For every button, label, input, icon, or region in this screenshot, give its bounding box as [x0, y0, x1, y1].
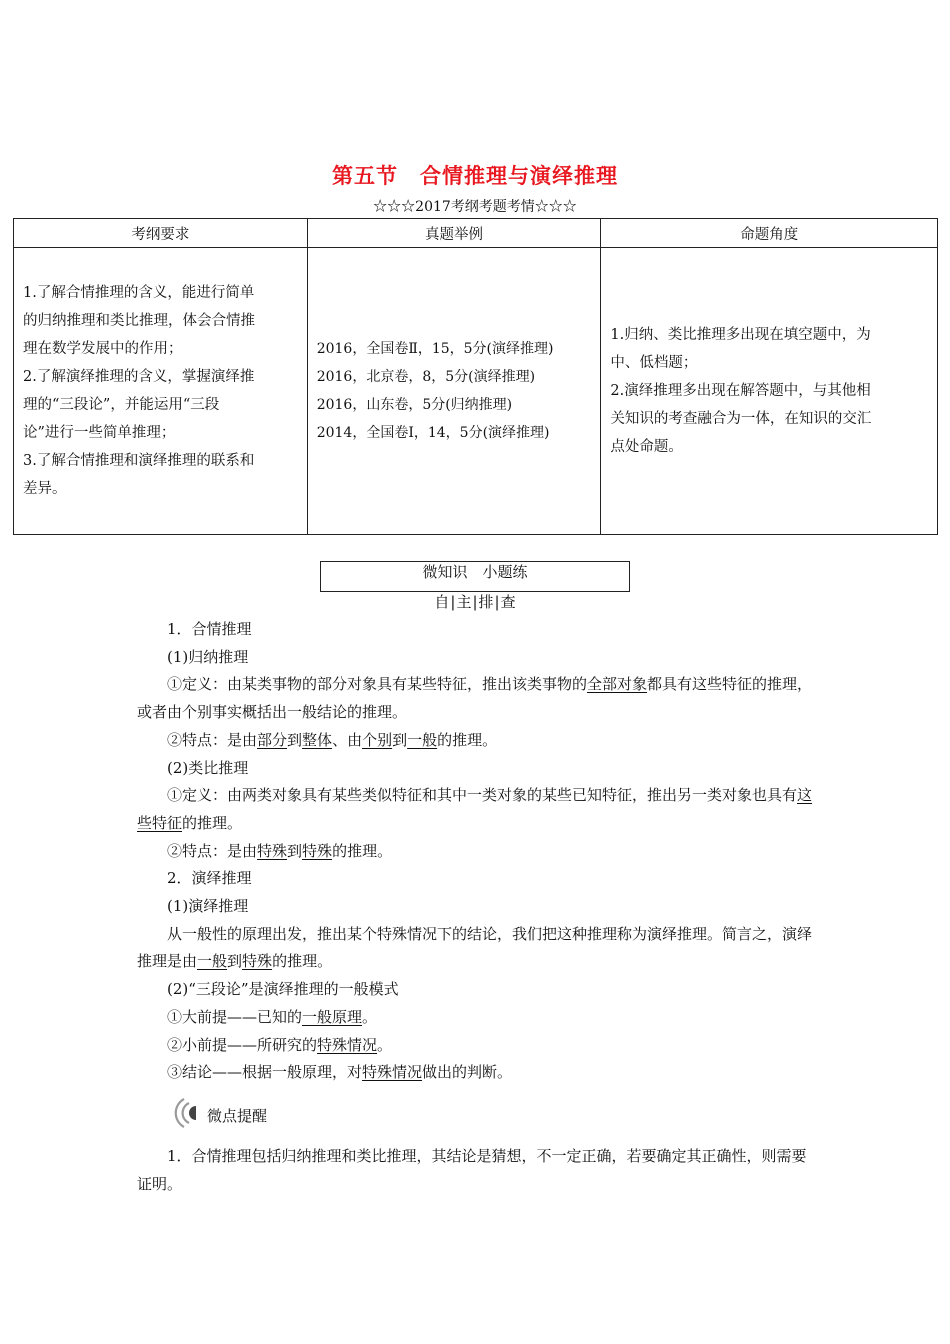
header-requirements: 考纲要求 [14, 219, 308, 248]
page-subtitle: ☆☆☆2017考纲考题考情☆☆☆ [373, 199, 577, 215]
paragraph: ②特点：是由部分到整体、由个别到一般的推理。 [167, 730, 498, 749]
requirement-line: 论”进行一些简单推理； [23, 425, 176, 441]
requirement-line: 理的“三段论”，并能运用“三段 [23, 397, 220, 413]
underlined-term: 特殊 [257, 841, 288, 860]
sound-wave-icon [170, 1095, 206, 1131]
underlined-term: 这些特征 [137, 786, 813, 832]
angle-line: 1.归纳、类比推理多出现在填空题中，为 [610, 327, 871, 343]
requirement-line: 2.了解演绎推理的含义，掌握演绎推 [23, 369, 255, 385]
angle-line: 点处命题。 [610, 439, 683, 455]
subtitle-char: 主 [456, 593, 472, 611]
paragraph: ①定义：由某类事物的部分对象具有某些特征，推出该类事物的全部对象都具有这些特征的推理，或者由个别事实概括出一般结论的推理。 [137, 675, 813, 722]
paragraph: ①大前提——已知的一般原理。 [167, 1007, 378, 1026]
page-title: 第五节 合情推理与演绎推理 [332, 164, 618, 188]
example-line: 2014，全国卷Ⅰ，14，5分(演绎推理) [316, 425, 550, 441]
example-line: 2016，全国卷Ⅱ，15，5分(演绎推理) [316, 341, 554, 357]
exam-outline-table [13, 218, 938, 535]
subtitle-char: 查 [500, 593, 516, 611]
subheading-deduction: (1)演绎推理 [167, 897, 249, 916]
underlined-term: 一般 [197, 952, 228, 971]
requirements-cell [14, 248, 308, 535]
table-header-row [14, 219, 938, 248]
example-line: 2016，山东卷，5分(归纳推理) [316, 397, 513, 413]
requirement-line: 3.了解合情推理和演绎推理的联系和 [23, 453, 255, 469]
underlined-term: 特殊情况 [317, 1035, 378, 1054]
paragraph: ②小前提——所研究的特殊情况。 [167, 1035, 393, 1054]
example-line: 2016，北京卷，8，5分(演绎推理) [316, 369, 536, 385]
requirement-line: 差异。 [23, 481, 67, 497]
section-box-subtitle: 自|主|排|查 [434, 593, 516, 611]
underlined-term: 全部对象 [587, 675, 648, 694]
paragraph: ③结论——根据一般原理，对特殊情况做出的判断。 [167, 1063, 513, 1082]
header-examples: 真题举例 [307, 219, 601, 248]
heading-reasonable-inference: 1．合情推理 [167, 620, 252, 638]
table-row [14, 248, 938, 535]
requirement-line: 理在数学发展中的作用； [23, 341, 183, 357]
tip-header [137, 1093, 815, 1143]
subheading-syllogism: (2)“三段论”是演绎推理的一般模式 [167, 980, 399, 999]
paragraph: 从一般性的原理出发，推出某个特殊情况下的结论，我们把这种推理称为演绎推理。简言之，演绎推理是由一般到特殊的推理。 [137, 924, 813, 971]
tip-label: 微点提醒 [207, 1106, 268, 1125]
paragraph: ①定义：由两类对象具有某些类似特征和其中一类对象的某些已知特征，推出另一类对象也具有这些特征的推理。 [137, 786, 813, 832]
angle-line: 中、低档题； [610, 355, 698, 371]
section-box-title: 微知识 小题练 [320, 561, 630, 592]
requirement-line: 1.了解合情推理的含义，能进行简单 [23, 285, 255, 301]
paragraph: 1．合情推理包括归纳推理和类比推理，其结论是猜想，不一定正确，若要确定其正确性，则需要证明。 [137, 1146, 807, 1193]
paragraph: ②特点：是由特殊到特殊的推理。 [167, 841, 393, 860]
examples-cell [307, 248, 601, 535]
requirement-line: 的归纳推理和类比推理，体会合情推 [23, 313, 255, 329]
angle-line: 关知识的考查融合为一体，在知识的交汇 [610, 411, 872, 427]
subheading-induction: (1)归纳推理 [167, 647, 249, 666]
subtitle-char: 自 [434, 593, 450, 611]
underlined-term: 特殊 [302, 841, 333, 860]
underlined-term: 特殊 [242, 952, 273, 971]
heading-deductive-inference: 2．演绎推理 [167, 869, 252, 888]
angle-line: 2.演绎推理多出现在解答题中，与其他相 [610, 383, 871, 399]
underlined-term: 特殊情况 [362, 1063, 423, 1082]
underlined-term: 部分 [257, 730, 288, 749]
header-angles: 命题角度 [601, 219, 938, 248]
subtitle-char: 排 [478, 593, 494, 611]
underlined-term: 个别 [362, 730, 393, 749]
underlined-term: 一般原理 [302, 1007, 363, 1026]
subheading-analogy: (2)类比推理 [167, 758, 249, 777]
angles-cell [601, 248, 938, 535]
main-content [137, 616, 815, 1198]
underlined-term: 一般 [407, 730, 438, 749]
underlined-term: 整体 [302, 730, 333, 749]
